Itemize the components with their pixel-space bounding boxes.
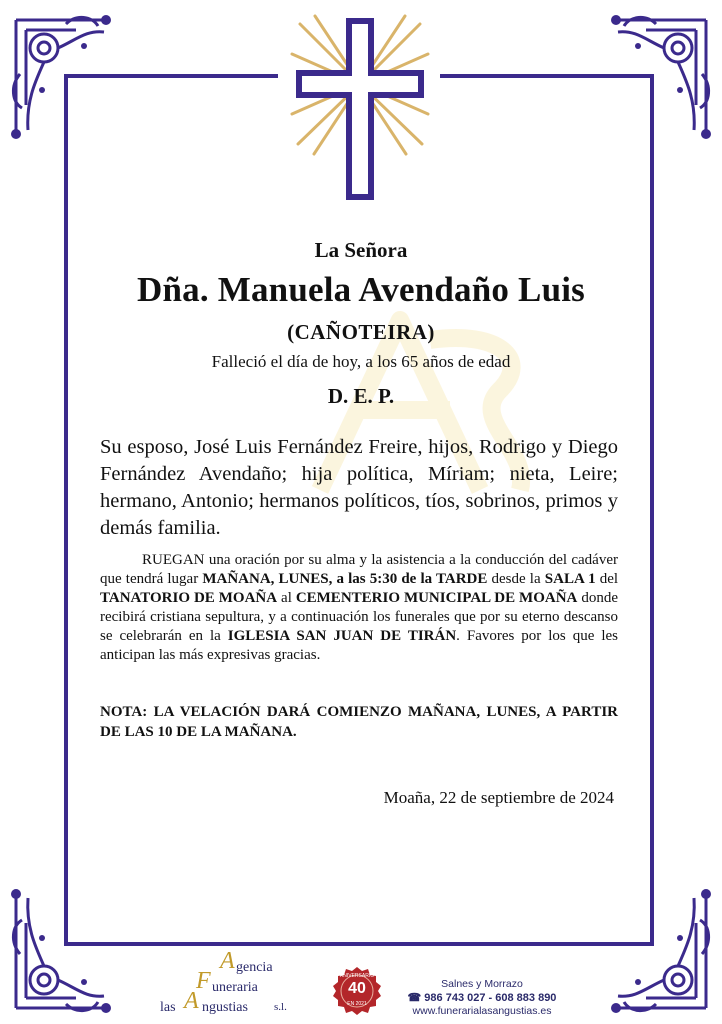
death-notice-line: Falleció el día de hoy, a los 65 años de edad	[211, 352, 511, 371]
nickname: (CAÑOTEIRA)	[287, 320, 435, 344]
request-text: al	[281, 590, 292, 606]
funeral-agency-logo	[160, 948, 300, 1020]
ornamental-corner-icon	[6, 10, 118, 142]
rest-in-peace: D. E. P.	[327, 384, 395, 408]
seal-text-top: ANIVERSARIO	[339, 973, 375, 979]
seal-number: 40	[348, 980, 366, 997]
ornamental-corner-icon	[6, 886, 118, 1018]
service-region: Salnes y Morrazo	[441, 978, 523, 990]
deceased-name: Dña. Manuela Avendaño Luis	[137, 270, 585, 309]
request-cemetery: CEMENTERIO MUNICIPAL DE MOAÑA	[295, 590, 578, 606]
logo-word: ngustias	[202, 1000, 248, 1015]
frame-left	[64, 74, 68, 946]
contact-block	[402, 978, 562, 1017]
request-funeral-home: TANATORIO DE MOAÑA	[100, 590, 278, 606]
request-text: del	[599, 571, 619, 587]
request-room: SALA 1	[544, 571, 596, 587]
logo-word: gencia	[236, 960, 273, 975]
logo-suffix: s.l.	[274, 1001, 287, 1013]
cross-icon	[290, 14, 430, 204]
request-text: . Favores por los que les anticipan las más expresivas gracias.	[100, 628, 618, 663]
logo-initial: A	[220, 948, 235, 974]
logo-word: las	[160, 1000, 176, 1015]
request-text: RUEGAN una oración por su alma y la asistencia a la conducción del cadáver que tendrá lugar	[100, 552, 618, 587]
wake-note: NOTA: LA VELACIÓN DARÁ COMIENZO MAÑANA, LUNES, A PARTIR DE LAS 10 DE LA MAÑANA.	[100, 704, 618, 740]
logo-initial: F	[196, 968, 211, 994]
request-text: donde recibirá cristiana sepultura, y a continuación los funerales que por su eterno descanso se celebrarán en la	[100, 590, 619, 644]
frame-bottom	[64, 942, 654, 946]
honorific: La Señora	[314, 238, 408, 262]
ornamental-corner-icon	[604, 10, 716, 142]
anniversary-seal	[332, 966, 382, 1016]
logo-initial: A	[184, 988, 199, 1014]
phone-numbers: ☎ 986 743 027 - 608 883 890	[407, 992, 557, 1004]
place-date: Moaña, 22 de septiembre de 2024	[383, 788, 614, 807]
seal-text-bottom: EN 2021	[347, 1001, 367, 1007]
family-paragraph: Su esposo, José Luis Fernández Freire, hijos, Rodrigo y Diego Fernández Avendaño; hija política, Míriam; nieta, Leire; hermano, Antonio; hermanos políticos, tíos, sobrinos, primos y demás familia.	[100, 436, 618, 539]
request-text: desde la	[491, 571, 541, 587]
ornamental-corner-icon	[604, 886, 716, 1018]
request-church: IGLESIA SAN JUAN DE TIRÁN	[227, 628, 457, 644]
request-paragraph	[100, 551, 618, 665]
frame-right	[650, 74, 654, 946]
request-date-time: MAÑANA, LUNES, a las 5:30 de la TARDE	[202, 571, 488, 587]
logo-word: uneraria	[212, 980, 258, 995]
website-link[interactable]: www.funerarialasangustias.es	[412, 1005, 552, 1017]
